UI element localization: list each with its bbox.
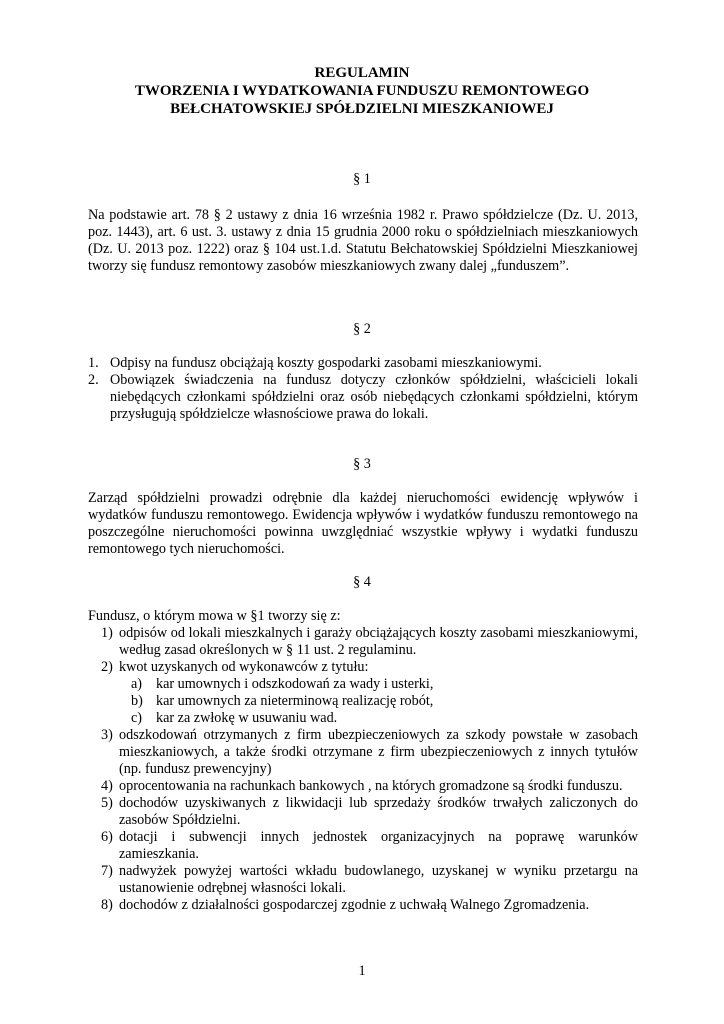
page-number: 1 [358,963,366,979]
item-number: 8) [101,897,113,913]
section-4-intro: Fundusz, o którym mowa w §1 tworzy się z: [88,608,341,624]
sub-item-text: kar umownych i odszkodowań za wady i usterki, [156,676,434,692]
sub-list-item [119,710,638,727]
section-3-heading: § 3 [353,456,371,472]
section-2-list [88,355,638,423]
document-title [60,64,664,118]
section-3-paragraph: Zarząd spółdzielni prowadzi odrębnie dla każdej nieruchomości ewidencję wpływów i wydatków funduszu remontowego. Ewidencja wpływów i wydatków funduszu remontowego na poszczególne nieruchomości powinna uwzględniać wszystkie wpływy i wydatki funduszu remontowego tych nieruchomości. [88,490,638,557]
sub-list [119,676,638,727]
item-text: odszkodowań otrzymanych z firm ubezpieczeniowych za szkody powstałe w zasobach mieszkaniowych, a także środki otrzymane z firm ubezpieczeniowych z innych tytułów (np. fundusz prewencyjny) [119,727,638,777]
item-number: 1) [101,625,113,641]
section-3-text [88,490,638,558]
list-item [88,625,638,659]
sub-item-letter: c) [131,710,143,726]
title-line-3: BEŁCHATOWSKIEJ SPÓŁDZIELNI MIESZKANIOWEJ [170,101,554,117]
sub-item-text: kar umownych za nieterminową realizację robót, [156,693,434,709]
section-4-list [88,625,638,914]
item-text: nadwyżek powyżej wartości wkładu budowlanego, uzyskanej w wyniku przetargu na ustanowienie odrębnej własności lokali. [119,863,638,896]
sub-list-item [119,693,638,710]
section-1-paragraph: Na podstawie art. 78 § 2 ustawy z dnia 16 września 1982 r. Prawo spółdzielcze (Dz. U. 2013, poz. 1443), art. 6 ust. 3. ustawy z dnia 15 grudnia 2000 roku o spółdzielniach mieszkaniowych (Dz. U. 2013 poz. 1222) oraz § 104 ust.1.d. Statutu Bełchatowskiej Spółdzielni Mieszkaniowej tworzy się fundusz remontowy zasobów mieszkaniowych zwany dalej „funduszem”. [88,207,638,274]
item-number: 7) [101,863,113,879]
list-item [88,355,638,372]
list-item [88,778,638,795]
sub-item-text: kar za zwłokę w usuwaniu wad. [156,710,338,726]
sub-item-letter: b) [131,693,143,709]
item-text: kwot uzyskanych od wykonawców z tytułu: [119,659,369,675]
section-4-heading: § 4 [353,574,371,590]
item-text: odpisów od lokali mieszkalnych i garaży obciążających koszty zasobami mieszkaniowymi, według zasad określonych w § 11 ust. 2 regulaminu. [119,625,638,658]
sub-item-letter: a) [131,676,143,692]
item-number: 1. [88,355,99,371]
item-text: dotacji i subwencji innych jednostek organizacyjnych na poprawę warunków zamieszkania. [119,829,638,862]
item-number: 4) [101,778,113,794]
section-1-text [88,207,638,275]
list-item [88,727,638,778]
section-2-heading: § 2 [353,321,371,337]
section-1-heading: § 1 [353,171,371,187]
item-text: dochodów z działalności gospodarczej zgodnie z uchwałą Walnego Zgromadzenia. [119,897,590,913]
list-item [88,659,638,727]
list-item [88,372,638,423]
list-item [88,829,638,863]
item-text: dochodów uzyskiwanych z likwidacji lub sprzedaży środków trwałych zaliczonych do zasobów Spółdzielni. [119,795,638,828]
item-text: Odpisy na fundusz obciążają koszty gospodarki zasobami mieszkaniowymi. [110,355,542,371]
item-number: 6) [101,829,113,845]
title-line-1: REGULAMIN [314,65,410,81]
list-item [88,795,638,829]
sub-list-item [119,676,638,693]
item-number: 2) [101,659,113,675]
title-line-2: TWORZENIA I WYDATKOWANIA FUNDUSZU REMONTOWEGO [134,83,590,99]
list-item [88,863,638,897]
item-number: 5) [101,795,113,811]
list-item [88,897,638,914]
item-number: 3) [101,727,113,743]
item-number: 2. [88,372,99,388]
item-text: Obowiązek świadczenia na fundusz dotyczy członków spółdzielni, właścicieli lokali niebędących członkami spółdzielni oraz osób niebędących członkami spółdzielni, którym przysługują spółdzielcze własnościowe prawa do lokali. [110,372,638,422]
item-text: oprocentowania na rachunkach bankowych , na których gromadzone są środki funduszu. [119,778,623,794]
